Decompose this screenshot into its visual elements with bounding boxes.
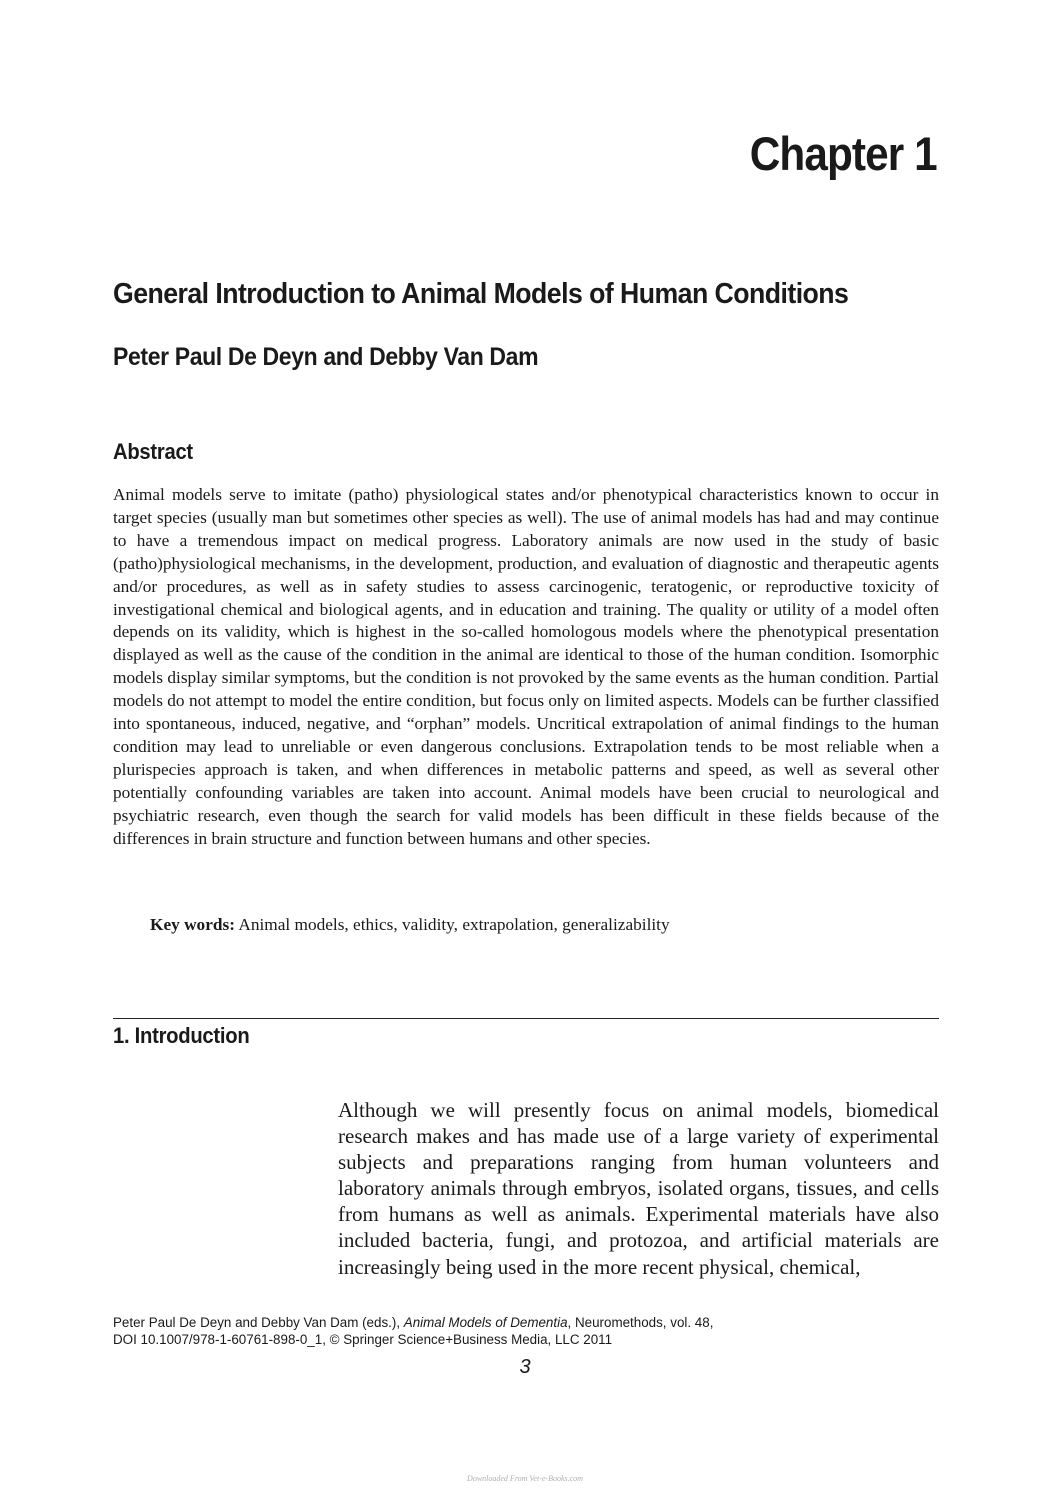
- footnote-line-1: [113, 1314, 963, 1331]
- footnote-prefix: Peter Paul De Deyn and Debby Van Dam (eds.),: [113, 1315, 404, 1330]
- keywords: [150, 915, 940, 935]
- footnote: [113, 1314, 963, 1348]
- page-number: 3: [519, 1356, 531, 1378]
- watermark: Downloaded From Vet-e-Books.com: [467, 1474, 583, 1483]
- chapter-title: General Introduction to Animal Models of Human Conditions: [113, 278, 849, 310]
- introduction-text: Although we will presently focus on animal models, biomedical research makes and has made use of a large variety of experimental subjects and preparations ranging from human volunteers and laboratory animals through embryos, isolated organs, tissues, and cells from humans as well as animals. Experimental materials have also included bacteria, fungi, and protozoa, and artificial materials are increasingly being used in the more recent physical, chemical,: [338, 1098, 939, 1279]
- footnote-line-2: DOI 10.1007/978-1-60761-898-0_1, © Springer Science+Business Media, LLC 2011: [113, 1332, 613, 1347]
- book-title: Animal Models of Dementia: [403, 1315, 568, 1330]
- footnote-suffix: , Neuromethods, vol. 48,: [567, 1315, 714, 1330]
- authors: Peter Paul De Deyn and Debby Van Dam: [113, 343, 539, 371]
- section-heading: 1. Introduction: [113, 1023, 250, 1048]
- abstract-heading: Abstract: [113, 439, 193, 464]
- abstract-text: Animal models serve to imitate (patho) physiological states and/or phenotypical characteristics known to occur in target species (usually man but sometimes other species as well). The use of animal models has had and may continue to have a tremendous impact on medical progress. Laboratory animals are now used in the study of basic (patho)physiological mechanisms, in the development, production, and evaluation of diagnostic and therapeutic agents and/or procedures, as well as in safety studies to assess carcinogenic, teratogenic, or reproductive toxicity of investigational chemical and biological agents, and in education and training. The quality or utility of a model often depends on its validity, which is highest in the so-called homologous models where the phenotypical presentation displayed as well as the cause of the condition in the animal are identical to those of the human condition. Isomorphic models display similar symptoms, but the condition is not provoked by the same events as the human condition. Partial models do not attempt to model the entire condition, but focus only on limited aspects. Models can be further classified into spontaneous, induced, negative, and “orphan” models. Uncritical extrapolation of animal findings to the human condition may lead to unreliable or even dangerous conclusions. Extrapolation tends to be most reliable when a plurispecies approach is taken, and when differences in metabolic patterns and speed, as well as several other potentially confounding variables are taken into account. Animal models have been crucial to neurological and psychiatric research, even though the search for valid models has been difficult in these fields because of the differences in brain structure and function between humans and other species.: [113, 485, 939, 848]
- keywords-label: Key words:: [150, 915, 235, 934]
- chapter-label: Chapter 1: [749, 127, 937, 180]
- keywords-text: Animal models, ethics, validity, extrapolation, generalizability: [238, 915, 670, 934]
- section-divider: [113, 1018, 939, 1019]
